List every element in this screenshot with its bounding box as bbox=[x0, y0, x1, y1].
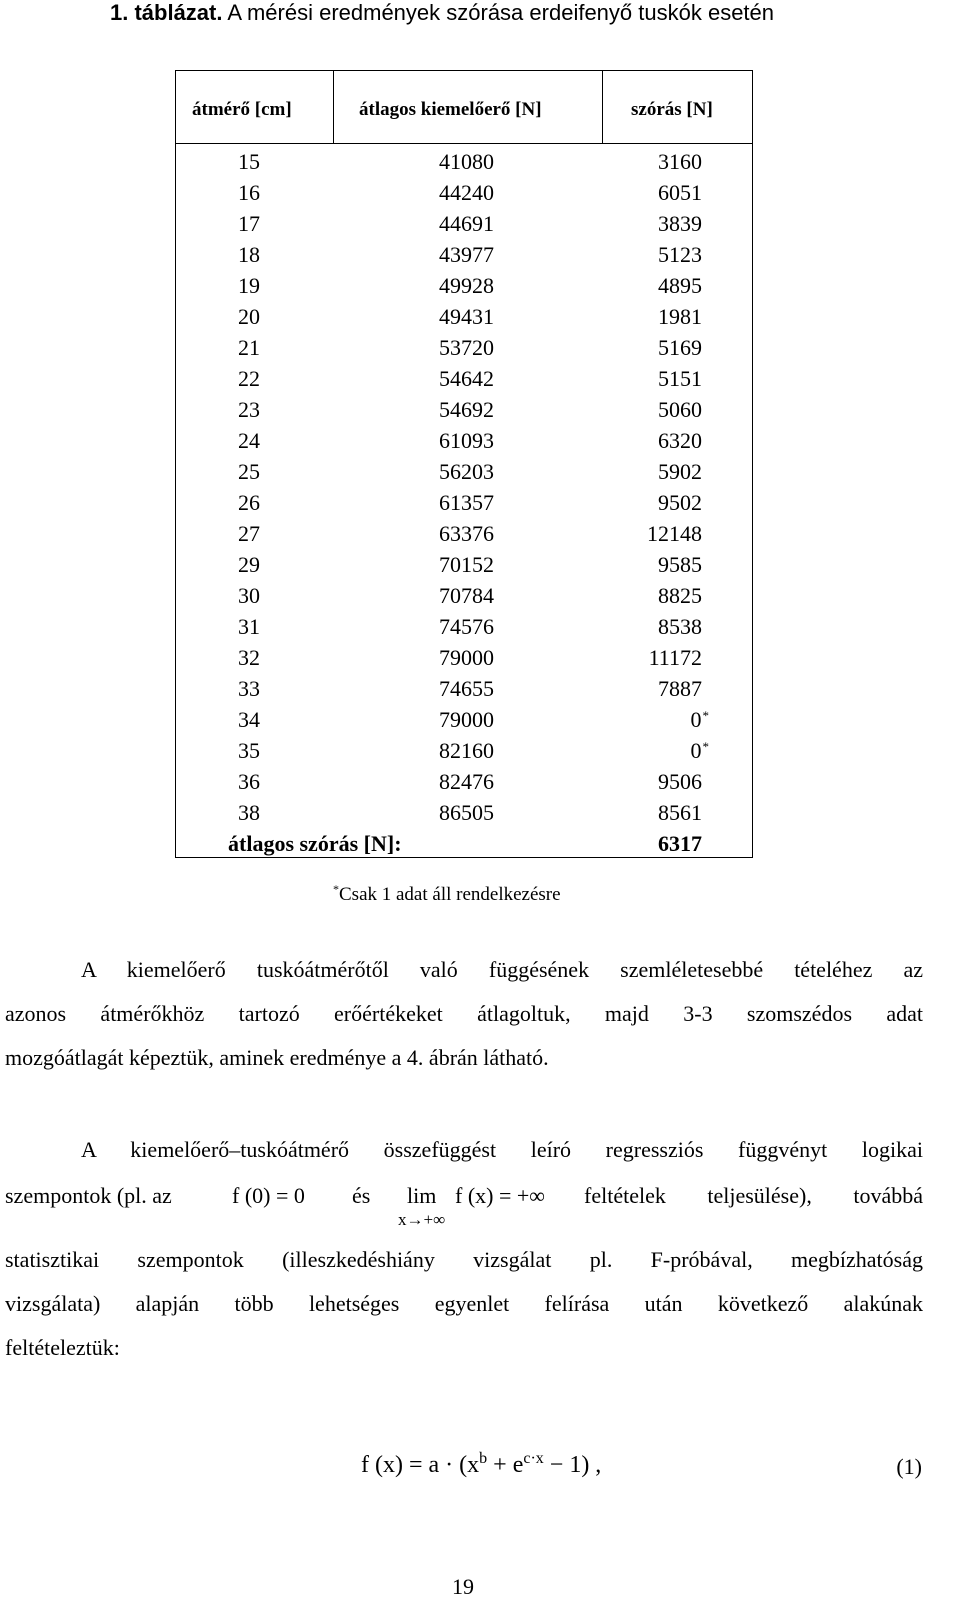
paragraph-line: A kiemelőerő–tuskóátmérő összefüggést leíró regressziós függvényt logikai bbox=[81, 1137, 923, 1162]
cell-avg-force: 70784 bbox=[439, 583, 494, 608]
stddev-value: 0 bbox=[690, 707, 702, 732]
cell-stddev bbox=[658, 676, 702, 702]
cell-avg-force: 49431 bbox=[439, 304, 494, 329]
stddev-value: 3839 bbox=[658, 211, 702, 236]
paragraph-line: vizsgálata) alapján több lehetséges egyenlet felírása után következő alakúnak bbox=[5, 1291, 923, 1316]
cell-avg-force: 41080 bbox=[439, 149, 494, 174]
caption-text: A mérési eredmények szórása erdeifenyő tuskók esetén bbox=[227, 0, 775, 25]
paragraph-line-end: feltételek teljesülése), továbbá bbox=[584, 1183, 923, 1208]
cell-stddev bbox=[658, 242, 702, 268]
cell-diameter: 20 bbox=[238, 304, 260, 329]
conjunction: és bbox=[352, 1183, 371, 1208]
equation-mid: + e bbox=[487, 1452, 524, 1478]
header-avg-force: átlagos kiemelőerő [N] bbox=[359, 99, 542, 120]
stddev-value: 8825 bbox=[658, 583, 702, 608]
cell-diameter: 22 bbox=[238, 366, 260, 391]
cell-diameter: 29 bbox=[238, 552, 260, 577]
cell-avg-force: 70152 bbox=[439, 552, 494, 577]
cell-diameter: 23 bbox=[238, 397, 260, 422]
cell-avg-force: 53720 bbox=[439, 335, 494, 360]
paragraph-line: feltételeztük: bbox=[5, 1335, 120, 1360]
stddev-value: 11172 bbox=[648, 645, 702, 670]
cell-avg-force: 56203 bbox=[439, 459, 494, 484]
cell-diameter: 15 bbox=[238, 149, 260, 174]
cell-stddev bbox=[647, 521, 702, 547]
paragraph-1 bbox=[5, 948, 923, 1080]
equation-rhs: − 1) , bbox=[543, 1452, 602, 1478]
equation-1 bbox=[361, 1450, 601, 1479]
cell-avg-force: 54642 bbox=[439, 366, 494, 391]
results-table bbox=[175, 70, 753, 858]
cell-stddev bbox=[658, 273, 702, 299]
footnote-mark: * bbox=[333, 882, 339, 896]
stddev-value: 5060 bbox=[658, 397, 702, 422]
cell-stddev bbox=[658, 428, 702, 454]
cell-diameter: 38 bbox=[238, 800, 260, 825]
header-stddev: szórás [N] bbox=[631, 99, 713, 120]
cell-stddev bbox=[658, 397, 702, 423]
cell-stddev bbox=[658, 335, 702, 361]
stddev-value: 1981 bbox=[658, 304, 702, 329]
cell-stddev bbox=[658, 614, 702, 640]
condition-f0: f (0) = 0 bbox=[232, 1183, 305, 1208]
footnote bbox=[333, 884, 561, 906]
caption-label: 1. táblázat. bbox=[110, 0, 223, 25]
cell-stddev bbox=[658, 490, 702, 516]
cell-stddev bbox=[658, 800, 702, 826]
cell-avg-force: 44691 bbox=[439, 211, 494, 236]
header-diameter: átmérő [cm] bbox=[192, 99, 292, 120]
cell-diameter: 24 bbox=[238, 428, 260, 453]
paragraph-line-start: szempontok (pl. az bbox=[5, 1183, 172, 1208]
limit-operator: lim bbox=[407, 1183, 437, 1208]
summary-value: 6317 bbox=[658, 831, 702, 856]
stddev-value: 5169 bbox=[658, 335, 702, 360]
paragraph-line: A kiemelőerő tuskóátmérőtől való függésének szemléletesebbé tételéhez az bbox=[81, 957, 923, 982]
header-divider bbox=[602, 71, 603, 143]
stddev-value: 8538 bbox=[658, 614, 702, 639]
limit-subscript: x→+∞ bbox=[398, 1210, 446, 1229]
stddev-value: 5151 bbox=[658, 366, 702, 391]
cell-avg-force: 61093 bbox=[439, 428, 494, 453]
cell-stddev bbox=[658, 366, 702, 392]
cell-stddev bbox=[691, 707, 710, 733]
equation-number: (1) bbox=[896, 1454, 922, 1479]
cell-stddev bbox=[658, 149, 702, 175]
cell-stddev bbox=[658, 304, 702, 330]
exponent-cx: c·x bbox=[523, 1450, 544, 1467]
cell-stddev bbox=[658, 459, 702, 485]
cell-diameter: 17 bbox=[238, 211, 260, 236]
cell-diameter: 27 bbox=[238, 521, 260, 546]
cell-avg-force: 61357 bbox=[439, 490, 494, 515]
stddev-value: 6320 bbox=[658, 428, 702, 453]
cell-avg-force: 63376 bbox=[439, 521, 494, 546]
stddev-value: 5902 bbox=[658, 459, 702, 484]
summary-label: átlagos szórás [N]: bbox=[228, 831, 402, 856]
cell-avg-force: 82476 bbox=[439, 769, 494, 794]
stddev-value: 9506 bbox=[658, 769, 702, 794]
exponent-b: b bbox=[479, 1450, 488, 1467]
stddev-value: 7887 bbox=[658, 676, 702, 701]
cell-stddev bbox=[658, 583, 702, 609]
condition-limit: f (x) = +∞ bbox=[455, 1183, 545, 1208]
footnote-marker: * bbox=[702, 708, 709, 723]
cell-stddev bbox=[691, 738, 710, 764]
cell-avg-force: 79000 bbox=[439, 707, 494, 732]
cell-avg-force: 74655 bbox=[439, 676, 494, 701]
stddev-value: 5123 bbox=[658, 242, 702, 267]
stddev-value: 6051 bbox=[658, 180, 702, 205]
stddev-value: 4895 bbox=[658, 273, 702, 298]
cell-diameter: 35 bbox=[238, 738, 260, 763]
stddev-value: 3160 bbox=[658, 149, 702, 174]
page-number: 19 bbox=[452, 1574, 474, 1599]
paragraph-line: statisztikai szempontok (illeszkedéshiány vizsgálat pl. F-próbával, megbízhatóság bbox=[5, 1247, 923, 1272]
cell-avg-force: 44240 bbox=[439, 180, 494, 205]
paragraph-line: azonos átmérőkhöz tartozó erőértékeket átlagoltuk, majd 3-3 szomszédos adat bbox=[5, 1001, 923, 1026]
cell-diameter: 31 bbox=[238, 614, 260, 639]
cell-diameter: 18 bbox=[238, 242, 260, 267]
cell-stddev bbox=[658, 552, 702, 578]
cell-diameter: 26 bbox=[238, 490, 260, 515]
stddev-value: 8561 bbox=[658, 800, 702, 825]
cell-diameter: 33 bbox=[238, 676, 260, 701]
stddev-value: 12148 bbox=[647, 521, 702, 546]
paragraph-line: mozgóátlagát képeztük, aminek eredménye a 4. ábrán látható. bbox=[5, 1045, 549, 1070]
header-divider bbox=[333, 71, 334, 143]
paragraph-2 bbox=[5, 1128, 923, 1172]
cell-avg-force: 74576 bbox=[439, 614, 494, 639]
cell-diameter: 25 bbox=[238, 459, 260, 484]
cell-avg-force: 54692 bbox=[439, 397, 494, 422]
cell-stddev bbox=[658, 211, 702, 237]
cell-diameter: 32 bbox=[238, 645, 260, 670]
cell-diameter: 36 bbox=[238, 769, 260, 794]
footnote-marker: * bbox=[702, 739, 709, 754]
cell-diameter: 16 bbox=[238, 180, 260, 205]
cell-stddev bbox=[649, 645, 702, 671]
footnote-text: Csak 1 adat áll rendelkezésre bbox=[339, 884, 561, 905]
cell-avg-force: 49928 bbox=[439, 273, 494, 298]
cell-stddev bbox=[658, 769, 702, 795]
paragraph-2-rest bbox=[5, 1238, 923, 1370]
cell-avg-force: 86505 bbox=[439, 800, 494, 825]
cell-avg-force: 82160 bbox=[439, 738, 494, 763]
cell-diameter: 21 bbox=[238, 335, 260, 360]
cell-stddev bbox=[658, 180, 702, 206]
stddev-value: 9502 bbox=[658, 490, 702, 515]
stddev-value: 9585 bbox=[658, 552, 702, 577]
stddev-value: 0 bbox=[690, 738, 702, 763]
cell-avg-force: 43977 bbox=[439, 242, 494, 267]
cell-avg-force: 79000 bbox=[439, 645, 494, 670]
cell-diameter: 19 bbox=[238, 273, 260, 298]
cell-diameter: 30 bbox=[238, 583, 260, 608]
table-caption bbox=[110, 0, 774, 26]
header-rule bbox=[176, 143, 752, 144]
equation-lhs: f (x) = a · (x bbox=[361, 1452, 480, 1478]
cell-diameter: 34 bbox=[238, 707, 260, 732]
